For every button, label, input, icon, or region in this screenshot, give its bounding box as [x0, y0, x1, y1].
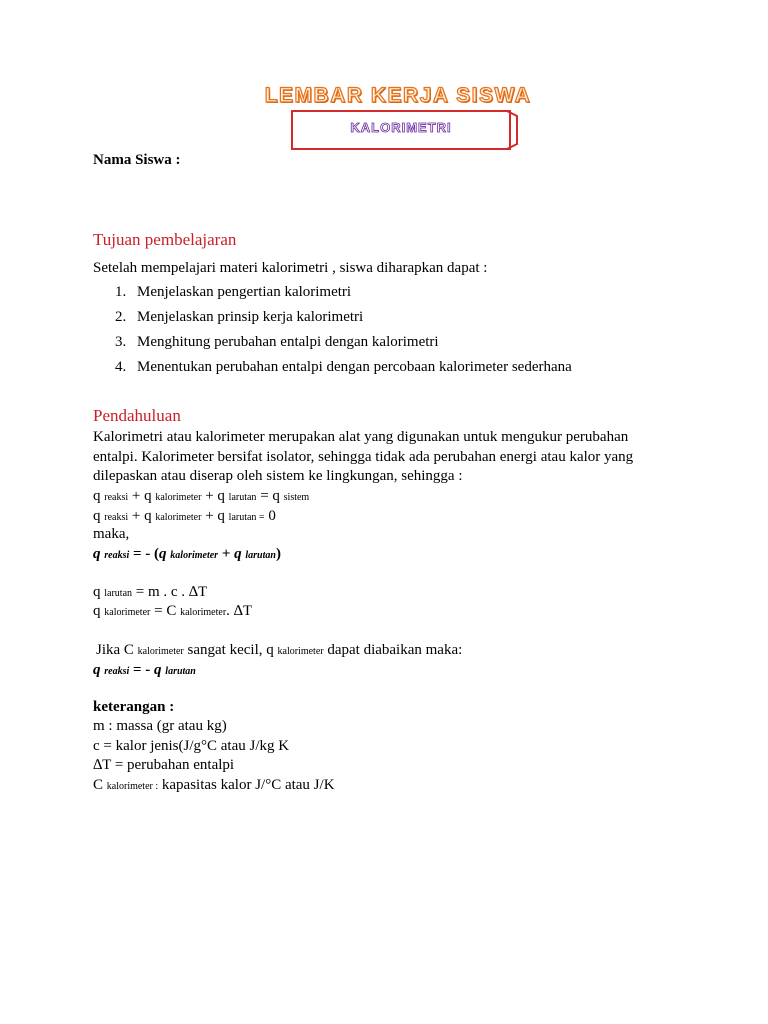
student-name-label: Nama Siswa :: [93, 152, 181, 168]
list-item: 2. Menjelaskan prinsip kerja kalorimetri: [115, 309, 364, 325]
intro-heading: Pendahuluan: [93, 406, 181, 425]
worksheet-title: LEMBAR KERJA SISWA: [264, 84, 532, 107]
legend-specific-heat: c = kalor jenis(J/g°C atau J/kg K: [93, 738, 290, 754]
intro-para-line: entalpi. Kalorimeter bersifat isolator, sehingga tidak ada perubahan energi atau kalor yang: [93, 449, 634, 465]
objectives-heading: Tujuan pembelajaran: [93, 230, 237, 249]
intro-para-line: dilepaskan atau diserap oleh sistem ke lingkungan, sehingga :: [93, 468, 463, 484]
maka-text: maka,: [93, 526, 130, 542]
list-item: 3. Menghitung perubahan entalpi dengan kalorimetri: [115, 334, 439, 350]
condition-sentence: Jika C kalorimeter sangat kecil, q kalorimeter dapat diabaikan maka:: [96, 642, 463, 658]
legend-heat-capacity: C kalorimeter : kapasitas kalor J/°C atau J/K: [93, 777, 335, 793]
equation-sum: q reaksi + q kalorimeter + q larutan = q sistem: [93, 488, 310, 504]
title-badge-text: KALORIMETRI: [350, 120, 452, 135]
equation-solution-heat: q larutan = m . c . ∆T: [93, 584, 208, 600]
legend-heading: keterangan :: [93, 699, 175, 715]
list-item: 1. Menjelaskan pengertian kalorimetri: [115, 284, 352, 300]
legend-delta-t: ∆T = perubahan entalpi: [93, 757, 235, 773]
objectives-intro: Setelah mempelajari materi kalorimetri , siswa diharapkan dapat :: [93, 260, 488, 276]
intro-para-line: Kalorimetri atau kalorimeter merupakan alat yang digunakan untuk mengukur perubahan: [93, 429, 629, 445]
equation-simplified: q reaksi = - q larutan: [93, 662, 196, 678]
equation-reaction-heat: q reaksi = - (q kalorimeter + q larutan): [93, 546, 281, 562]
legend-mass: m : massa (gr atau kg): [93, 718, 227, 734]
list-item: 4. Menentukan perubahan entalpi dengan percobaan kalorimeter sederhana: [115, 359, 572, 375]
equation-calorimeter-heat: q kalorimeter = C kalorimeter. ∆T: [93, 603, 253, 619]
equation-zero: q reaksi + q kalorimeter + q larutan = 0: [93, 508, 276, 524]
